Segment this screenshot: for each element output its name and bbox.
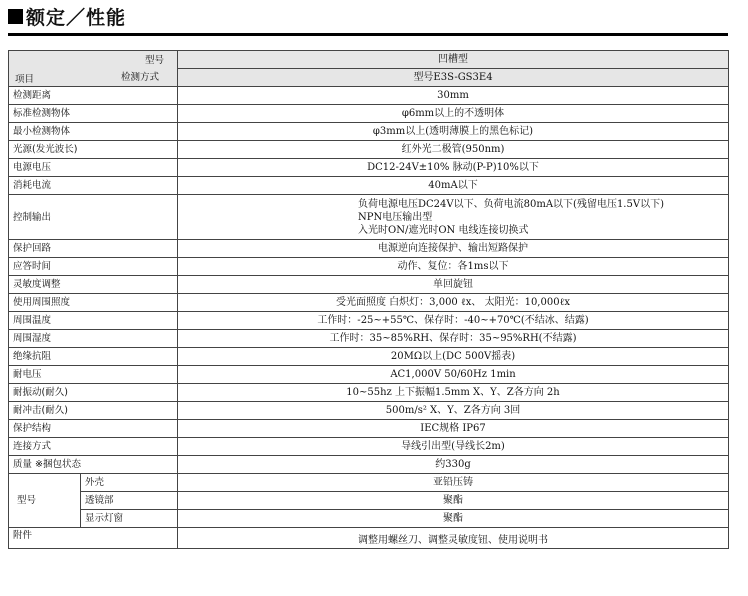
model-part-label: 外壳 (81, 474, 178, 492)
accessory-label: 附件 (9, 528, 178, 549)
control-output-line: 负荷电源电压DC24V以下、负荷电流80mA以下(残留电压1.5V以下) (358, 198, 664, 210)
header-corner (9, 51, 178, 87)
title-rule (8, 33, 728, 36)
model-part-value: 聚酯 (178, 492, 729, 510)
model-group-row (9, 492, 729, 510)
header-method-label: 检测方式 (121, 72, 160, 83)
spec-value: φ3mm以上(透明薄膜上的黑色标记) (178, 123, 729, 141)
spec-value: 工作时：-25~+55℃、保存时：-40~+70℃(不结冰、结露) (178, 312, 729, 330)
page-title-text: 额定／性能 (26, 6, 127, 29)
spec-value: 500m/s² X、Y、Z各方向 3回 (178, 402, 729, 420)
spec-row (9, 141, 729, 159)
header-item-label: 项目 (15, 74, 35, 85)
model-group-row (9, 510, 729, 528)
header-type-value: 凹槽型 (178, 51, 729, 69)
spec-label: 耐振动(耐久) (9, 384, 178, 402)
spec-value: 导线引出型(导线长2m) (178, 438, 729, 456)
spec-label: 绝缘抗阻 (9, 348, 178, 366)
spec-label: 应答时间 (9, 258, 178, 276)
spec-value: 10~55hz 上下振幅1.5mm X、Y、Z各方向 2h (178, 384, 729, 402)
spec-label: 质量 ※捆包状态 (9, 456, 178, 474)
spec-label: 使用周围照度 (9, 294, 178, 312)
spec-row (9, 456, 729, 474)
spec-row (9, 258, 729, 276)
spec-value: AC1,000V 50/60Hz 1min (178, 366, 729, 384)
model-part-label: 透镜部 (81, 492, 178, 510)
control-output-row (9, 195, 729, 240)
control-output-label: 控制输出 (9, 195, 178, 240)
spec-row (9, 87, 729, 105)
spec-label: 耐电压 (9, 366, 178, 384)
page-title (8, 3, 126, 29)
spec-row (9, 312, 729, 330)
model-group-label: 型号 (9, 474, 81, 528)
header-model-label: 型号 (145, 55, 165, 66)
spec-label: 光源(发光波长) (9, 141, 178, 159)
model-part-label: 显示灯窗 (81, 510, 178, 528)
model-part-value: 聚酯 (178, 510, 729, 528)
spec-value: 受光面照度 白炽灯：3,000 ℓx、 太阳光：10,000ℓx (178, 294, 729, 312)
spec-row (9, 330, 729, 348)
spec-value: φ6mm以上的不透明体 (178, 105, 729, 123)
spec-row (9, 159, 729, 177)
control-output-line: NPN电压输出型 (358, 211, 433, 223)
spec-value: 动作、复位：各1ms以下 (178, 258, 729, 276)
spec-row (9, 240, 729, 258)
spec-label: 连接方式 (9, 438, 178, 456)
spec-label: 标准检测物体 (9, 105, 178, 123)
spec-value: 约330g (178, 456, 729, 474)
square-bullet-icon (8, 9, 23, 24)
spec-value: 40mA以下 (178, 177, 729, 195)
spec-row (9, 402, 729, 420)
spec-value: 30mm (178, 87, 729, 105)
accessory-row (9, 528, 729, 549)
spec-row (9, 105, 729, 123)
spec-row (9, 294, 729, 312)
spec-label: 保护回路 (9, 240, 178, 258)
spec-label: 电源电压 (9, 159, 178, 177)
model-group-row (9, 474, 729, 492)
spec-row (9, 123, 729, 141)
spec-label: 周围温度 (9, 312, 178, 330)
spec-row (9, 177, 729, 195)
control-output-line: 入光时ON/遮光时ON 电线连接切换式 (358, 224, 529, 236)
spec-label: 耐冲击(耐久) (9, 402, 178, 420)
spec-label: 最小检测物体 (9, 123, 178, 141)
spec-value: 工作时：35~85%RH、保存时：35~95%RH(不结露) (178, 330, 729, 348)
spec-value: 20MΩ以上(DC 500V摇表) (178, 348, 729, 366)
accessory-value: 调整用螺丝刀、调整灵敏度钮、使用说明书 (178, 528, 729, 549)
spec-label: 消耗电流 (9, 177, 178, 195)
spec-label: 周围湿度 (9, 330, 178, 348)
spec-value: DC12-24V±10% 脉动(P-P)10%以下 (178, 159, 729, 177)
spec-table (8, 50, 729, 549)
model-part-value: 亚铅压铸 (178, 474, 729, 492)
spec-label: 灵敏度调整 (9, 276, 178, 294)
spec-value: 单回旋钮 (178, 276, 729, 294)
spec-row (9, 276, 729, 294)
spec-value: 红外光二极管(950nm) (178, 141, 729, 159)
header-model-value: 型号E3S-GS3E4 (178, 69, 729, 87)
control-output-value (178, 195, 729, 240)
spec-row (9, 438, 729, 456)
spec-row (9, 420, 729, 438)
spec-row (9, 348, 729, 366)
spec-value: 电源逆向连接保护、输出短路保护 (178, 240, 729, 258)
spec-row (9, 384, 729, 402)
spec-label: 保护结构 (9, 420, 178, 438)
spec-row (9, 366, 729, 384)
header-row-1 (9, 51, 729, 69)
spec-label: 检测距离 (9, 87, 178, 105)
spec-value: IEC规格 IP67 (178, 420, 729, 438)
